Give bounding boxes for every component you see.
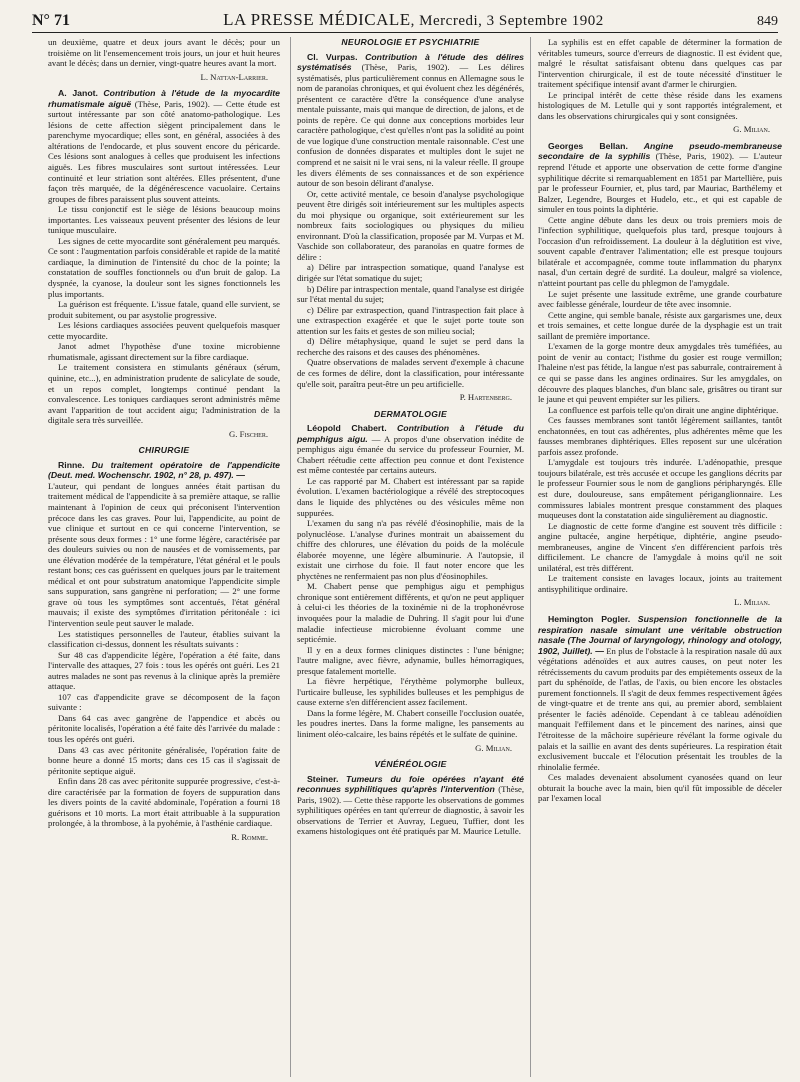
issue-date: , Mercredi, 3 Septembre 1902 (410, 13, 604, 29)
article-title: Du traitement opératoire de l'appendicite (91, 459, 280, 470)
paragraph: En plus de l'obstacle à la respiration nasale dû aux végétations adénoïdes et aux autres causes, on peut noter les rétrécissements du cavum produits par des empiètements osseux de la part du sphénoïde, de l'atlas, de l'axis, ou bien encore les obstacles purement fonctionnels. Il s'agit de deux femmes respectivement âgées de vingt-quatre et de trente ans qui, au premier abord, semblaient présenter le faciès adénoïde. Cependant à ce tableau adénoïdien manquait l'effilement dans et le pincement des narines, ainsi que l'étroitesse de la mâchoire supérieure révélant la forme ogivale du palais et la saillie en avant des dents supérieures. La respiration était exclusivement buccale et l'élocution présentait les troubles de la rhinolalie fermée. (538, 645, 782, 772)
article-author: Léopold Chabert. (307, 423, 387, 434)
page-number: 849 (756, 14, 778, 29)
signature: L. Milian. (734, 597, 770, 608)
article-reference: (The Journal of laryngology, rhinology and otology, 1902, Juillet). — (538, 635, 782, 656)
paragraph: Le tissu conjonctif est le siège de lésions beaucoup moins importantes. Les vaisseaux peuvent présenter des lésions de leur tunique musculaire. (48, 204, 280, 236)
paragraph: Le sujet présente une lassitude extrême, une grande courbature avec faiblesse générale, lourdeur de tête avec insomnie. (538, 288, 782, 310)
paragraph: La syphilis est en effet capable de déterminer la formation de véritables tumeurs, source d'erreurs de diagnostic. Il est évident que, malgré le résultat satisfaisant obtenu dans quelques cas par l'intervention chirurgicale, il est de toute nécessité d'instituer le traitement spécifique intensif avant d'armer le chirurgien. (538, 37, 782, 90)
paragraph: Or, cette activité mentale, ce besoin d'analyse psychologique peuvent être dirigés soit intérieurement sur les multiples aspects du moi physique ou organique, soit extérieurement sur les nombreux faits sociologiques ou physiques du milieu environnant. D'où la classification, proposée par M. Vurpas et M. Vaschide son collaborateur, des paranoïas en quatre formes de délire : (297, 188, 524, 262)
signature: L. Nattan-Larrier. (200, 71, 268, 82)
article-author: Steiner. (307, 773, 339, 784)
paragraph: Le traitement consiste en lavages locaux, joints au traitement antisyphilitique ordinaire. (538, 573, 782, 594)
paragraph: Cette angine débute dans les deux ou trois premiers mois de l'infection syphilitique, quelquefois plus tard, presque toujours à l'occasion d'un refroidissement. La douleur à la déglutition est vive, souvent capable d'entraver l'alimentation; elle est presque toujours bilatérale et accompagnée, comme toute inflammation du pharynx nasal, d'un certain degré de surdité. La douleur, malgré sa violence, n'atteint pourtant pas celle du phlegmon de l'amygdale. (538, 214, 782, 289)
paragraph: un deuxième, quatre et deux jours avant le décès; pour un troisième on lit l'ensemencement trois jours, un jour et huit heures avant le décès; dans un dernier, vingt-quatre heures avant la mort. (48, 37, 280, 69)
paragraph: Quatre observations de malades servent d'exemple à chacune de ces formes de délire, dont la classification, pour intéressante qu'elle soit, paraîtra peut-être un peu artificielle. (297, 357, 524, 389)
article-reference: (Deut. med. Wochenschr. 1902, n° 28, p. 497). — (48, 470, 245, 481)
article-title: Tumeurs du foie opérées n'ayant été reconnues syphilitiques qu'après l'intervention (297, 773, 524, 795)
signature: G. Fischer. (229, 428, 268, 439)
paragraph: Dans 64 cas avec gangrène de l'appendice et abcès ou péritonite localisés, l'opération a été faite dès l'arrivée du malade : tous les opérés ont guéri. (48, 712, 280, 744)
article-title: Suspension fonctionnelle de la respiration nasale simulant une véritable obstruction nasale (538, 613, 782, 646)
list-item: a) Délire par intraspection somatique, quand l'analyse est dirigée sur l'état somatique du sujet; (297, 262, 524, 284)
page-header (32, 10, 778, 33)
column-3 (530, 37, 782, 1077)
article-author: Georges Bellan. (548, 140, 628, 151)
list-item: c) Délire par extraspection, quand l'intraspection fait place à une extraspection exagérée et que le sujet porte toute son attention sur les faits et gestes de son milieu social; (297, 304, 524, 336)
section-heading-dermatologie: DERMATOLOGIE (374, 408, 447, 419)
paragraph: — A propos d'une observation inédite de pemphigus aigu émanée du service du professeur Fournier, M. Chabert réétudie cette affection peu connue et dont l'existence est même contestée par certains auteurs. (297, 433, 524, 476)
journal-name: LA PRESSE MÉDICALE (223, 10, 411, 29)
article-title: Angine pseudo-membraneuse secondaire de la syphilis (538, 140, 782, 162)
article-chabert (297, 423, 524, 753)
paragraph: L'auteur, qui pendant de longues années était partisan du traitement médical de l'appendicite à sa première attaque, se rallie maintenant à l'opinion de ceux qui préconisent l'intervention précoce dans les cas graves. Pour lui, l'appendicite, au point de vue clinique et surtout en ce qui concerne l'intervention, se présente sous deux formes : 1° une forme légère, caractérisée par des douleurs suivies ou non de nausées et de vomissements, par une élévation modérée de la température, l'état général et le pouls restant bons; ces cas guérissent en quelques jours par le traitement médical et ont pour substratum anatomique l'appendicite simple sans suppuration, sans gangrène ni perforation; — 2° une forme grave où tous les symptômes sont accentués, l'état général mauvais; il existe des symptômes d'irritation péritonéale : ici l'intervention seule peut sauver le malade. (48, 480, 280, 628)
article-title: Contribution à l'étude du pemphigus aigu. (297, 423, 524, 444)
paragraph: L'examen du sang n'a pas révélé d'éosinophilie, mais de la polynucléose. L'analyse d'urines montrait un abaissement du chiffre des chlorures, une élévation du poids de la molécule élaborée moyenne, une légère albuminurie. A l'autopsie, il existait une cirrhose du foie. Il faut noter encore que les phyctènes ne renfermaient pas non plus d'éosinophiles. (297, 518, 524, 581)
section-heading-venereologie: VÉNÉRÉOLOGIE (374, 759, 447, 770)
list-item: d) Délire métaphysique, quand le sujet se perd dans la recherche des raisons et des causes des phénomènes. (297, 336, 524, 357)
paragraph: M. Chabert pense que pemphigus aigu et pemphigus chronique sont entièrement différents, et qu'on ne peut appliquer à celui-ci les théories de la toxinémie ni de la trophonévrose invoquées pour la maladie de Duhring. Il s'agit pour lui d'une maladie infectieuse microbienne évoluant comme une septicémie. (297, 581, 524, 645)
paragraph: Les statistiques personnelles de l'auteur, établies suivant la classification ci-dessus, donnent les résultats suivants : (48, 628, 280, 650)
journal-title (223, 10, 604, 30)
article-author: A. Janot. (58, 88, 98, 99)
paragraph: Cette angine, qui semble banale, résiste aux gargarismes une, deux et trois semaines, et cette longue durée de la dysphagie est un trait saillant de première importance. (538, 309, 782, 341)
article-rinne (48, 460, 280, 843)
article-title: Contribution à l'étude de la myocardite rhumatismale aiguë (48, 88, 280, 109)
article-author: Hemington Pogler. (548, 613, 631, 624)
article-reference: (Thèse, Paris, 1902). — (297, 784, 524, 805)
paragraph: Les délires systématisés, plus particulièrement connus en Allemagne sous le nom de paranoïas chroniques, et qui évoluent chez les dégénérés, présentent ce caractère d'être la conséquence d'une analyse mentale puissante, mais qui manque de direction, de jalons, et de points de repère. Ce qui donne aux conceptions morbides leur caractère pathologique, c'est qu'elles n'ont pas la solidité au point de vue logique d'une construction mentale raisonnable. C'est une confusion de données disparates et multiples dont le sujet ne comprend et ne saisit ni le vrai sens, ni la valeur réelle. Il groupe les divers éléments de ses connaissances et de son expérience autour de son besoin délirant d'analyse. (297, 62, 524, 189)
paragraph: Les signes de cette myocardite sont généralement peu marqués. Ce sont : l'augmentation parfois considérable et rapide de la matité cardiaque, la diminution de l'intensité du choc de la pointe; la constatation de souffles fonctionnels ou d'un bruit de galop. La dyspnée, la cyanose, la douleur sont les signes fonctionnels les plus importants. (48, 235, 280, 299)
paragraph: Le principal intérêt de cette thèse réside dans les examens histologiques de M. Letulle qui y sont rapportés intégralement, et dans les observations chirurgicales qui y sont consignées. (538, 89, 782, 121)
paragraph: Dans la forme légère, M. Chabert conseille l'occlusion ouatée, les poudres inertes. Dans la forme maligne, les pansements au liniment oléo-calcaire, les bains répétés et le sulfate de quinine. (297, 707, 524, 739)
paragraph: L'examen de la gorge montre deux amygdales très tuméfiées, au point de venir au contact; l'isthme du gosier est rouge vermillon; l'haleine n'est pas fétide, la langue n'est pas saburrale, contrairement à ce qui se passe dans les angines ordinaires. Sur les amygdales, on découvre des plaques blanches, d'un blanc sale, grisâtres ou tirant sur le jaune et qui peuvent empiéter sur les piliers. (538, 341, 782, 405)
paragraph: Le diagnostic de cette forme d'angine est souvent très difficile : angine pultacée, angine herpétique, diphtérie, angine pseudo-membraneuses, angine de Vincent s'en différencient parfois très difficilement. Le chancre de l'amygdale à moins qu'il ne soit unilatéral, est très différent. (538, 520, 782, 573)
article-pogler (538, 614, 782, 804)
paragraph: Enfin dans 28 cas avec péritonite suppurée progressive, c'est-à-dire caractérisée par la formation de foyers de suppuration dans les divers points de la cavité abdominale, l'opération a fourni 18 guérisons et 10 morts. La mort était attribuable à la suppuration prolongée, à la thrombose, à la pyohémie, à l'asthénie cardiaque. (48, 776, 280, 829)
paragraph: Sur 48 cas d'appendicite légère, l'opération a été faite, dans l'intervalle des attaques, 27 fois : tous les opérés ont guéri. Les 21 autres malades ne sont pas revenus à la clinique après la première attaque. (48, 649, 280, 692)
article-janot (48, 88, 280, 439)
paragraph: Les lésions cardiaques associées peuvent quelquefois masquer cette myocardite. (48, 320, 280, 341)
paragraph: Ces fausses membranes sont tantôt légèrement saillantes, tantôt enchatonnées, en tout cas adhérentes, plus adhérentes même que les fausses membranes diphtériques. Elles reposent sur une ulcération parfois assez profonde. (538, 415, 782, 457)
article-reference: (Thèse, Paris, 1902). — (134, 98, 223, 109)
paragraph: La guérison est fréquente. L'issue fatale, quand elle survient, se produit subitement, ou par asystolie progressive. (48, 299, 280, 320)
article-author: Cl. Vurpas. (307, 51, 358, 62)
paragraph: L'auteur reprend l'étude et apporte une observation de cette forme d'angine syphilitique décrite si remarquablement en 1851 par Martellière, puis par le professeur Fournier, et, plus tard, par Mauriac, Barthélemy et Balzer, Legendre, Bourges et Hudelo, etc., et qui est capable de simuler en tous points la diphtérie. (538, 151, 782, 215)
paragraph: L'amygdale est toujours très indurée. L'adénopathie, presque toujours bilatérale, est très accusée et occupe les ganglions décrits par le professeur Fournier sous le nom de ganglions péripharyngés. Elle est dure, douloureuse, sans empâtement périganglionnaire. Les commissures labiales montrent presque constamment des plaques muqueuses dont la constatation aide singulièrement au diagnostic. (538, 457, 782, 521)
article-reference: (Thèse, Paris, 1902). — (655, 151, 749, 162)
paragraph: Le traitement consistera en stimulants généraux (sérum, quinine, etc...), en administration prudente de salicylate de soude, et un repos complet, longtemps continué pendant la convalescence. Les toniques cardiaques seront administrés même avant l'apparition de tout accident aigu; l'administration de la digitale sera très surveillée. (48, 362, 280, 426)
article-title: Contribution à l'étude des délires systématisés (297, 51, 524, 73)
signature: G. Milian. (475, 742, 512, 753)
paragraph: La fièvre herpétique, l'érythème polymorphe bulleux, l'urticaire bulleuse, les syphilides bulleuses et les pemphigus de cause externe s'en différencient assez facilement. (297, 676, 524, 708)
article-author: Rinne. (58, 459, 85, 470)
section-heading-neurologie: NEUROLOGIE ET PSYCHIATRIE (341, 37, 480, 47)
issue-number: N° 71 (32, 12, 70, 29)
paragraph: Dans 43 cas avec péritonite généralisée, l'opération faite de bonne heure a donné 15 morts; dans ces 15 cas il s'agissait de péritonite septique aiguë. (48, 744, 280, 776)
article-vurpas (297, 52, 524, 403)
signature: P. Hartenberg. (459, 392, 512, 403)
paragraph: Il y en a deux formes cliniques distinctes : l'une bénigne; l'autre maligne, avec fièvre, adynamie, bulles hémorragiques, presque fatalement mortelle. (297, 644, 524, 676)
paragraph: 107 cas d'appendicite grave se décomposent de la façon suivante : (48, 691, 280, 713)
paragraph: Cette étude est surtout intéressante par son côté anatomo-pathologique. Les lésions de cette affection siègent principalement dans le parenchyme myocardique; elles sont, en général, associées à des altérations de l'endocarde, et plus souvent encore du péricarde. Ces lésions sont analogues à celles que produisent les infections aiguës. Les fibres musculaires sont surtout intéressées. Leur continuité et leur striation sont altérées. Elles présentent, d'une façon très marquée, de la dégénérescence vacuolaire. Certains groupes de fibres paraissent plus souvent atteints. (48, 98, 280, 204)
signature: R. Romme. (231, 831, 268, 842)
list-item: b) Délire par intraspection mentale, quand l'analyse est dirigée sur l'état mental du sujet; (297, 283, 524, 305)
article-bellan (538, 141, 782, 608)
column-2 (290, 37, 524, 1077)
paragraph: Ces malades devenaient absolument cyanosées quand on leur obturait la bouche avec la main, bien qu'il fût impossible de déceler par l'examen local (538, 772, 782, 804)
paragraph: Cette thèse rapporte les observations de gommes syphilitiques opérées en tant qu'erreur de diagnostic, à savoir les observations de Terrier et Auvray, Legueu, Tuffier, dont les examens histologiques ont été pratiqués par M. Maurice Letulle. (297, 794, 524, 837)
paragraph: Le cas rapporté par M. Chabert est intéressant par sa rapide évolution. L'examen bactériologique a révélé des streptocoques dans le liquide des phlyctènes ou des vésicules même non suppurées. (297, 475, 524, 518)
signature: G. Milian. (733, 124, 770, 135)
paragraph: La confluence est parfois telle qu'on dirait une angine diphtérique. (548, 404, 779, 415)
column-1 (48, 37, 280, 1077)
article-steiner (297, 774, 524, 837)
paragraph: Janot admet l'hypothèse d'une toxine microbienne rhumatismale, agissant directement sur la fibre cardiaque. (48, 341, 280, 362)
article-reference: (Thèse, Paris, 1902). — (361, 62, 469, 73)
section-heading-chirurgie: CHIRURGIE (138, 445, 190, 456)
